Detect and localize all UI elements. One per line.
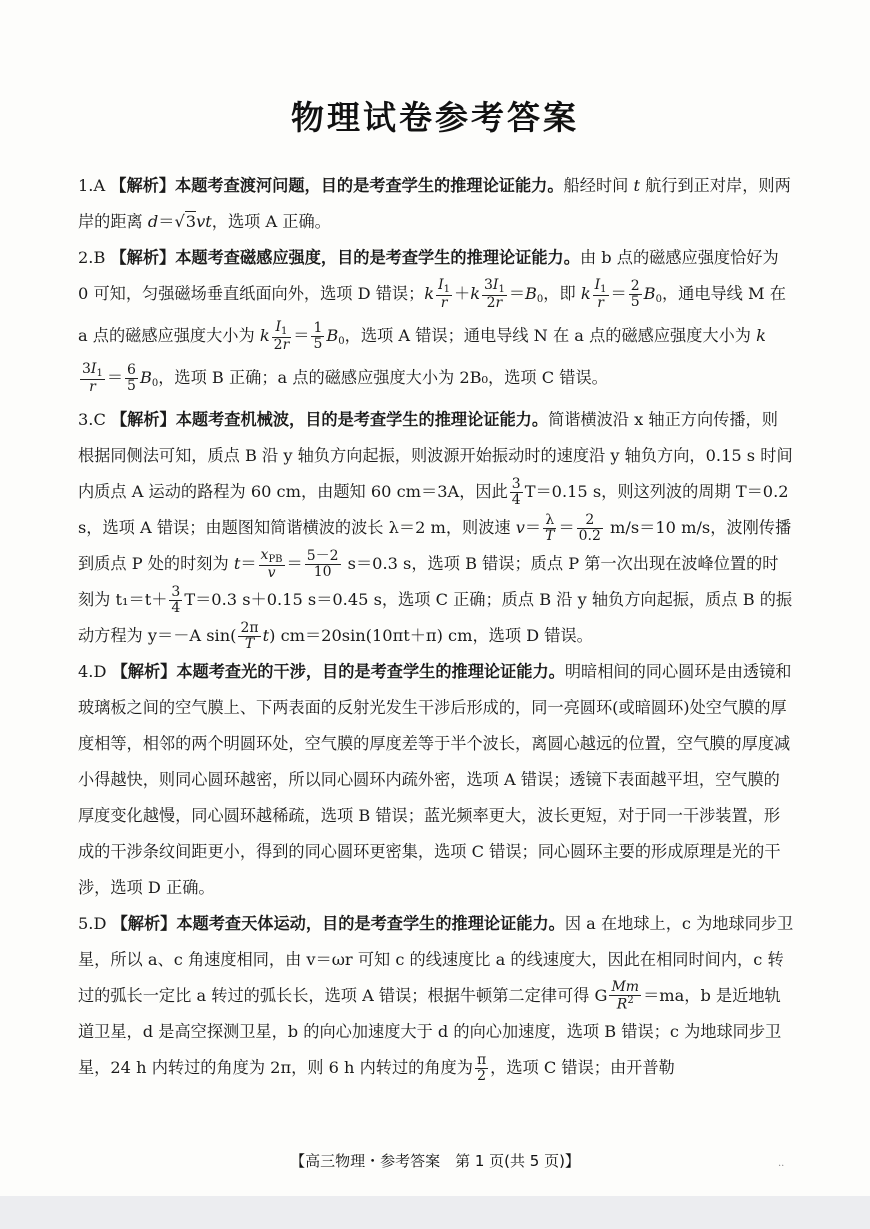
answer-1: 1.A 【解析】本题考查渡河问题，目的是考查学生的推理论证能力。船经时间 t 航行到正对岸，则两岸的距离 d＝√3vt，选项 A 正确。 <box>78 168 794 240</box>
answer-heading: 【解析】本题考查机械波，目的是考查学生的推理论证能力。 <box>111 410 549 429</box>
page-footer: 【高三物理・参考答案 第 1 页(共 5 页)】 <box>290 1152 580 1170</box>
answer-2: 2.B 【解析】本题考查磁感应强度，目的是考查学生的推理论证能力。由 b 点的磁感应强度恰好为 0 可知，匀强磁场垂直纸面向外，选项 D 错误；k $\frac{I_1}{r}$ ＋k $\frac{3I_1}{2r}$ $=B_0$，即 k $\frac{I_1}{r}$ ＝ $\frac{2}{5}$ $B_0$，通电导线 M 在 a 点的磁感应强度大小为 k $\frac{I_1}{2r}$ ＝ $\frac{1}{5}$ $B_0$，选项 A 错误；通电导线 N 在 a 点的磁感应强度大小为 k $\frac{3I_1}{r}$ ＝ $\frac{6}{5}$ $B_0$，选项 B 正确；a 点的磁感应强度大小为 2B₀，选项 C 错误。 <box>78 240 794 402</box>
answer-3: 3.C 【解析】本题考查机械波，目的是考查学生的推理论证能力。简谐横波沿 x 轴正方向传播，则根据同侧法可知，质点 B 沿 y 轴负方向起振，则波源开始振动时的速度沿 y 轴负方向，0.15 s 时间内质点 A 运动的路程为 60 cm，由题知 60 cm＝3A，因此 $\frac{3}{4}$ T＝0.15 s，则这列波的周期 T＝0.2 s，选项 A 错误；由题图知简谐横波的波长 λ＝2 m，则波速 v＝ $\frac{\lambda}{T}$ ＝ $\frac{2}{0.2}$ m/s＝10 m/s，波刚传播到质点 P 处的时刻为 t＝ $\frac{x_{PB}}{v}$ ＝ $\frac{5-2}{10}$ s＝0.3 s，选项 B 错误；质点 P 第一次出现在波峰位置的时刻为 t₁＝t＋ $\frac{3}{4}$ T＝0.3 s＋0.15 s＝0.45 s，选项 C 正确；质点 B 沿 y 轴负方向起振，质点 B 的振动方程为 y＝－A sin( $\frac{2\pi}{T}$ t) cm＝20sin(10πt＋π) cm，选项 D 错误。 <box>78 402 794 654</box>
scan-mark: .. <box>778 1158 785 1169</box>
answer-heading: 【解析】本题考查渡河问题，目的是考查学生的推理论证能力。 <box>110 176 564 195</box>
answer-4 <box>78 654 794 906</box>
answer-number: 5.D <box>78 914 107 933</box>
answer-body: 明暗相间的同心圆环是由透镜和玻璃板之间的空气膜上、下两表面的反射光发生干涉后形成的，同一亮圆环(或暗圆环)处空气膜的厚度相等，相邻的两个明圆环处，空气膜的厚度差等于半个波长，离圆心越远的位置，空气膜的厚度减小得越快，则同心圆环越密，所以同心圆环内疏外密，选项 A 错误；透镜下表面越平坦，空气膜的厚度变化越慢，同心圆环越稀疏，选项 B 错误；蓝光频率更大，波长更短，对于同一干涉装置，形成的干涉条纹间距更小，得到的同心圆环更密集，选项 C 错误；同心圆环主要的形成原理是光的干涉，选项 D 正确。 <box>78 662 792 897</box>
answer-heading: 【解析】本题考查天体运动，目的是考查学生的推理论证能力。 <box>111 914 565 933</box>
answer-number: 2.B <box>78 248 106 267</box>
answer-heading: 【解析】本题考查光的干涉，目的是考查学生的推理论证能力。 <box>111 662 565 681</box>
formula-fraction: $\frac{I_1}{r}$ <box>438 276 450 312</box>
answer-heading: 【解析】本题考查磁感应强度，目的是考查学生的推理论证能力。 <box>110 248 580 267</box>
answer-list <box>78 168 794 1086</box>
answer-number: 1.A <box>78 176 106 195</box>
answer-number: 4.D <box>78 662 107 681</box>
answer-number: 3.C <box>78 410 106 429</box>
bottom-band <box>0 1196 870 1229</box>
page-title: 物理试卷参考答案 <box>291 98 579 137</box>
answer-5: 5.D 【解析】本题考查天体运动，目的是考查学生的推理论证能力。因 a 在地球上，c 为地球同步卫星，所以 a、c 角速度相同，由 v＝ωr 可知 c 的线速度比 a 的线速度大，因此在相同时间内，c 转过的弧长一定比 a 转过的弧长长，选项 A 错误；根据牛顿第二定律可得 G $\frac{Mm}{R^2}$ ＝ma，b 是近地轨道卫星，d 是高空探测卫星，b 的向心加速度大于 d 的向心加速度，选项 B 错误；c 为地球同步卫星，24 h 内转过的角度为 2π，则 6 h 内转过的角度为 $\frac{\pi}{2}$ ，选项 C 错误；由开普勒 <box>78 906 794 1086</box>
